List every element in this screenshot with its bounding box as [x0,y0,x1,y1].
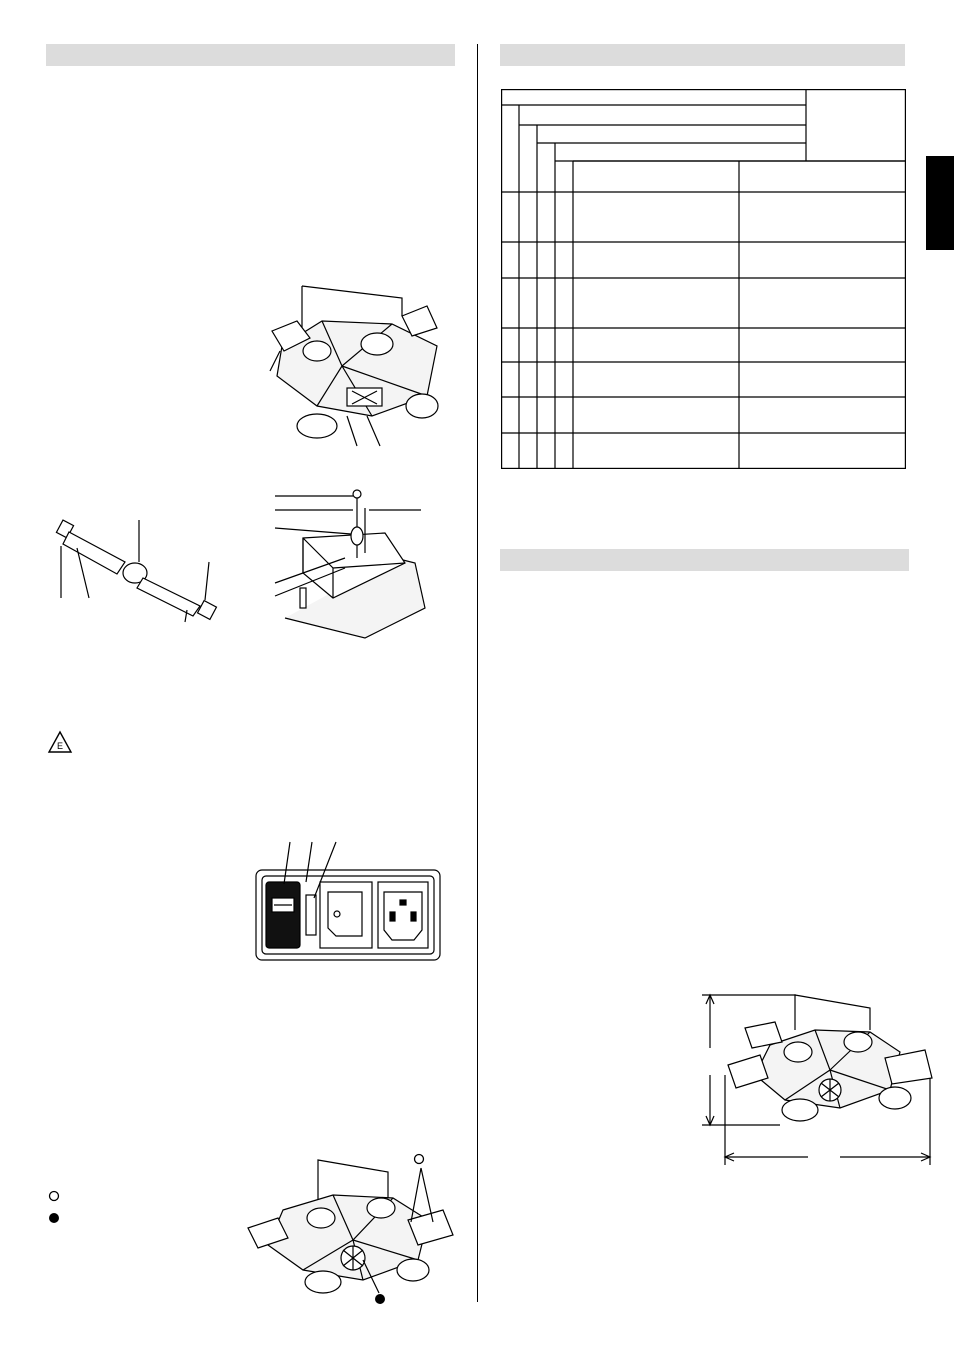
fixture-illustration-lamp-access [262,276,452,446]
power-inlet-fuse-illustration [254,840,442,962]
lamp-illustration [55,518,225,623]
specification-table [501,89,906,469]
fixture-dimensions-illustration [700,990,938,1165]
lamp-socket-illustration [275,488,435,643]
right-section-header-bar-top [500,44,905,66]
column-divider [477,44,478,1302]
left-section-header-bar [46,44,455,66]
right-section-header-bar-bottom [500,549,909,571]
side-thumb-tab [926,156,954,250]
warning-triangle-letter: E [56,741,64,751]
fixture-illustration-adjustment-points [243,1150,458,1305]
legend-filled-circle-icon [48,1212,60,1224]
warning-triangle-icon [48,731,72,753]
legend-open-circle-icon [48,1190,60,1202]
